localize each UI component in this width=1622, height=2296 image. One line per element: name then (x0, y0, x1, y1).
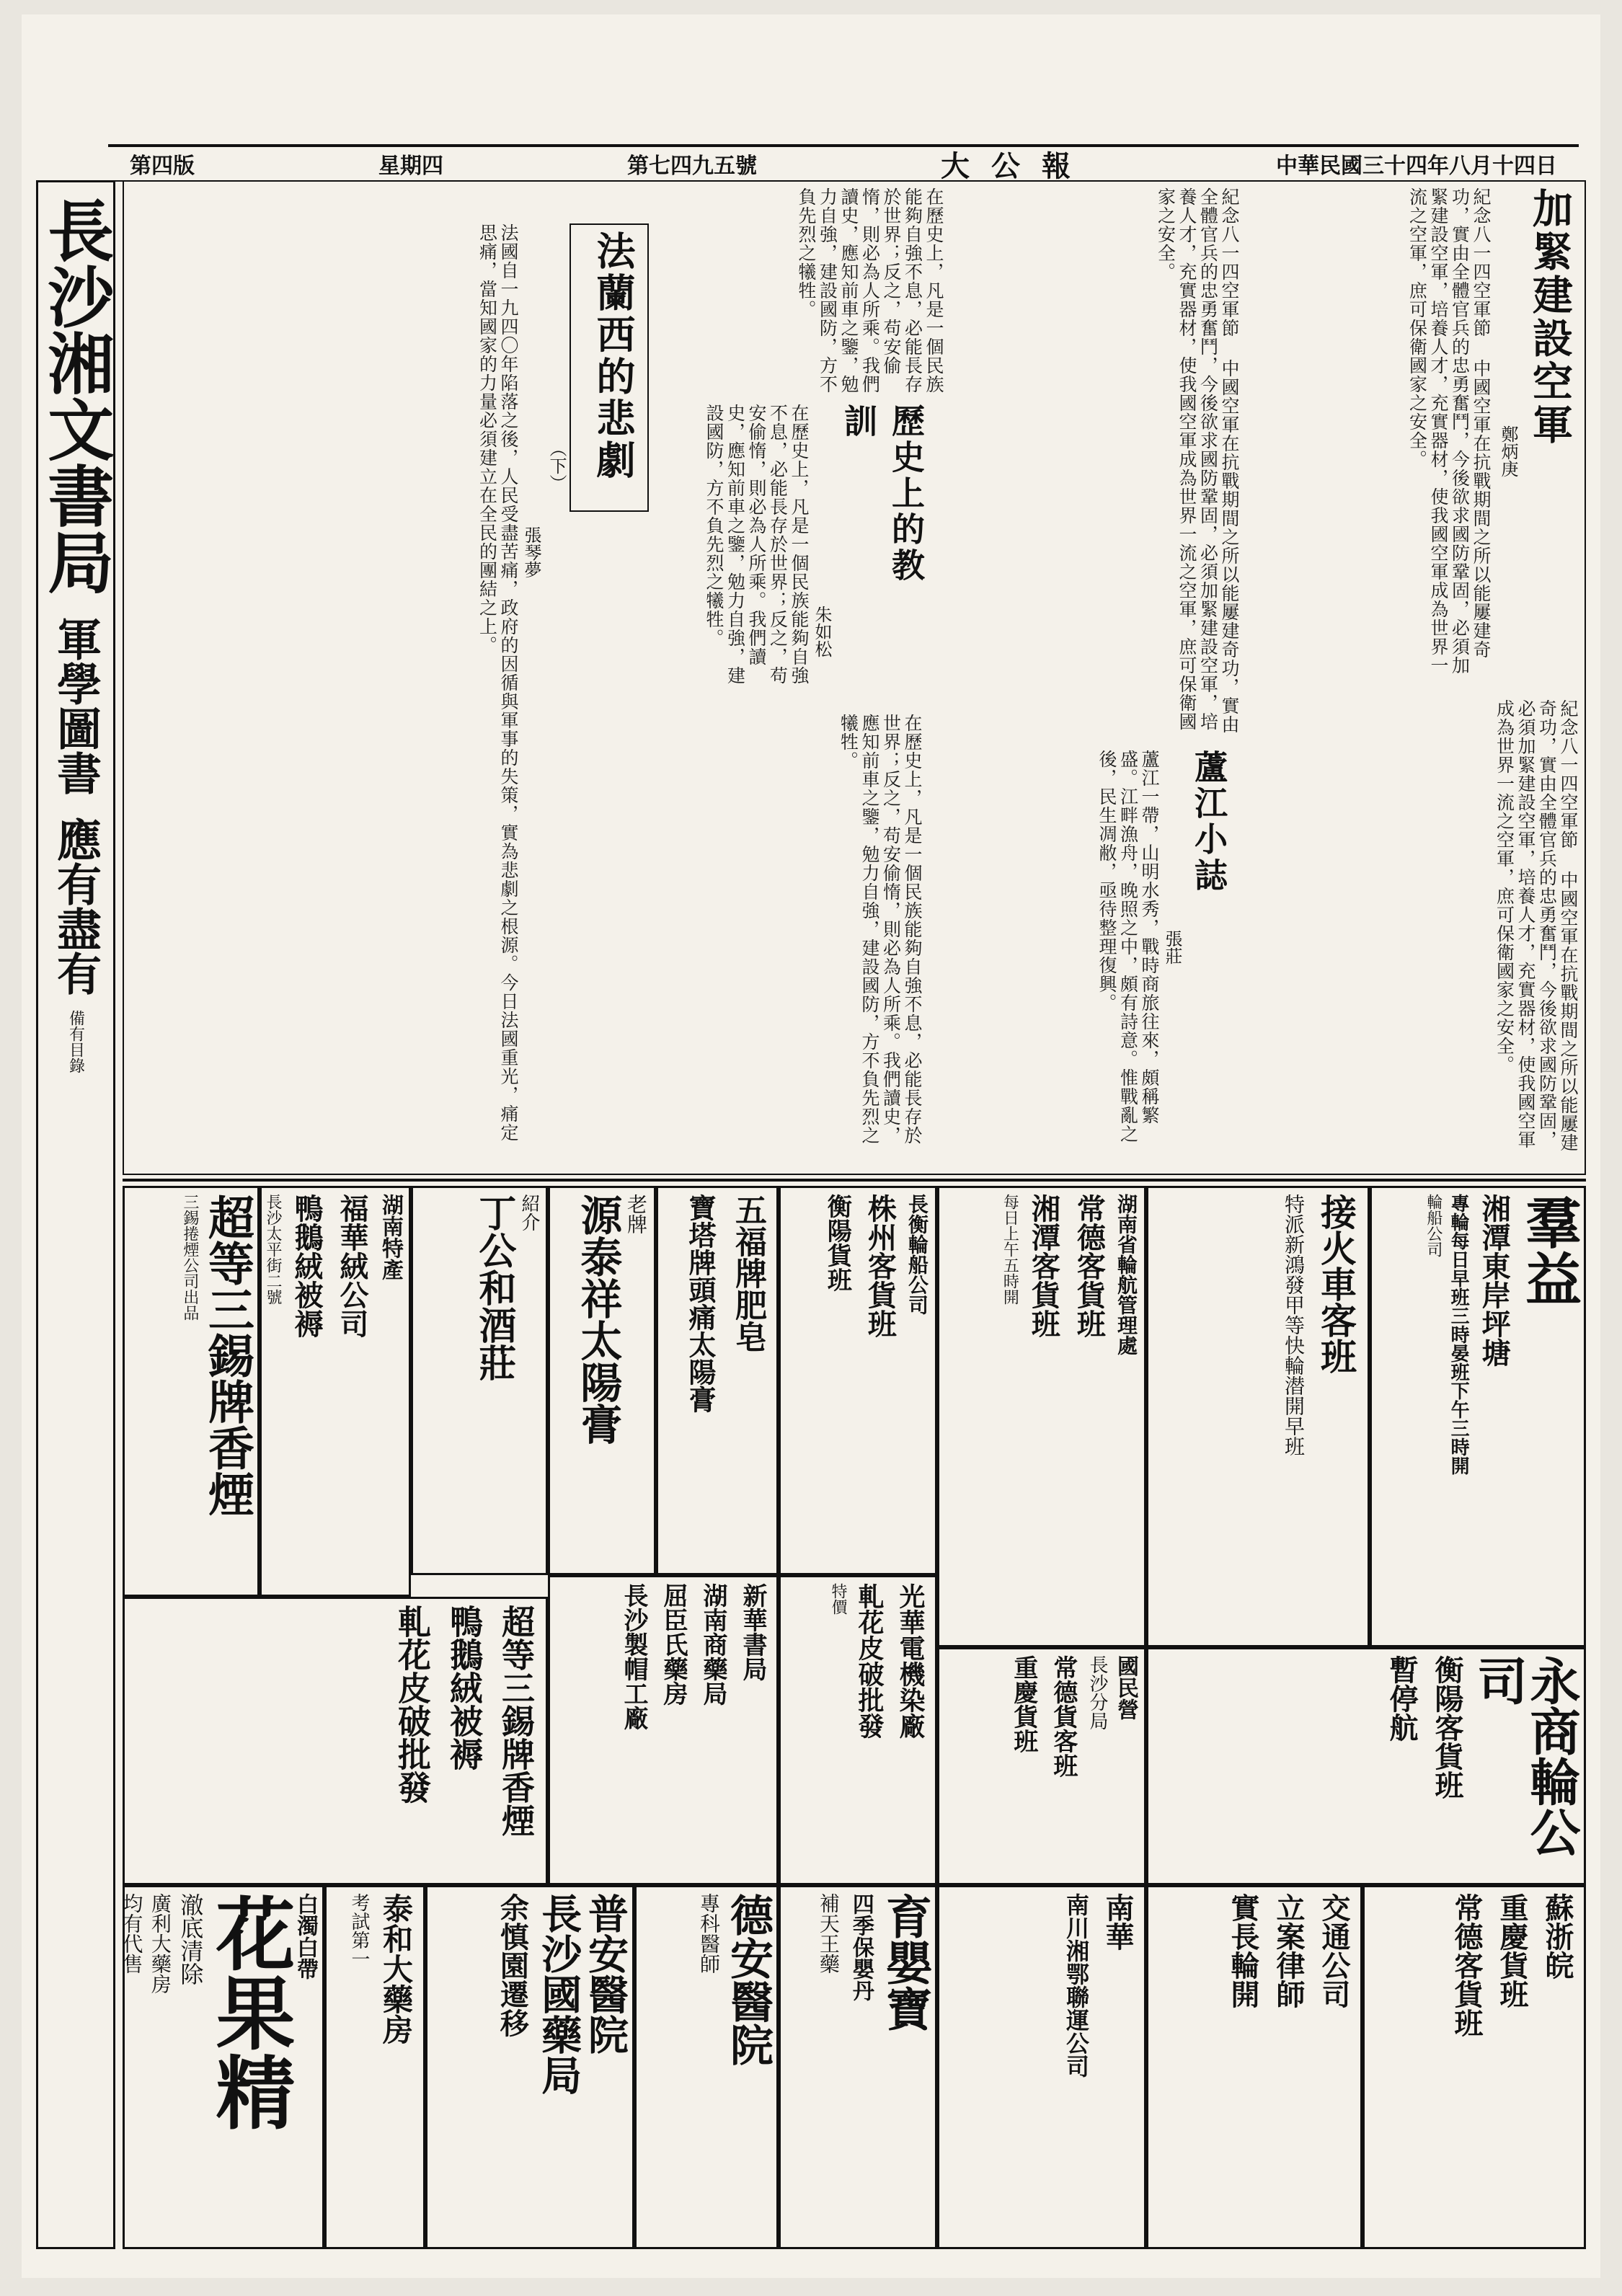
ad-huaguo (120, 1885, 324, 2249)
ad-qunyi-shipping (1370, 1186, 1586, 1647)
ad-qunyi-extra-title: 接火車客班 (1315, 1194, 1357, 1374)
ad-huaguo-title4: 均有代售 (120, 1893, 144, 1974)
ad-huaguo-title2: 白濁白帶 (293, 1893, 318, 1980)
ad-filler-guanghua: 軋花皮破批發 (393, 1605, 432, 1804)
ad-nanhua (937, 1885, 1146, 2249)
ad-guomin-header: 國民營 (1113, 1655, 1138, 1720)
ad-filler-left (123, 1597, 548, 1885)
ad-zhejiang-title2: 重慶貨班 (1495, 1893, 1529, 2008)
ad-zhejiang-title3: 常德客貨班 (1450, 1893, 1484, 2037)
article-france-body: 法國自一九四〇年陷落之後，人民受盡苦痛，政府的因循與軍事的失策，實為悲劇之根源。今日法國重光，痛定思痛，當知國家的力量必須建立在全民的團結之上。 (477, 223, 519, 1142)
ad-hunan-special-title: 福華絨公司 (335, 1194, 369, 1338)
ad-hunan-special (260, 1186, 411, 1597)
ad-jiaotong-title2: 立案律師 (1272, 1893, 1306, 2008)
masthead-weekday: 星期四 (378, 154, 443, 179)
masthead-title: 大公報 (941, 149, 1092, 183)
ad-filler-fuhua: 鴨鵝絨被褥 (445, 1605, 484, 1770)
ad-guanghua-note: 特價 (829, 1583, 847, 1615)
ad-puan-title2: 長沙國藥局 (535, 1893, 583, 2095)
ad-qunyi-route: 湘潭東岸坪塘 (1477, 1194, 1512, 1367)
article-air-force-body: 紀念八一四空軍節 中國空軍在抗戰期間之所以能屢建奇功，實由全體官兵的忠勇奮鬥，今後欲求國防鞏固，必須加緊建設空軍，培養人才，充實器材，使我國空軍成為世界一流之空軍，庶可保衛國家之安全。 (1406, 187, 1492, 675)
article-france-title: 法蘭西的悲劇 (590, 231, 637, 482)
ad-puan (425, 1885, 634, 2249)
article-history (656, 404, 930, 706)
article-air-force-continued: 紀念八一四空軍節 中國空軍在抗戰期間之所以能屢建奇功，實由全體官兵的忠勇奮鬥，今後欲求國防鞏固，必須加緊建設空軍，培養人才，充實器材，使我國空軍成為世界一流之空軍，庶可保衛國家之安全。 (1155, 187, 1240, 734)
ad-hunan-shipping-title2: 湘潭客貨班 (1027, 1194, 1061, 1338)
ad-yuying-note: 補天王藥 (816, 1893, 841, 1974)
ad-guomin-title3: 重慶貨班 (1009, 1655, 1038, 1753)
ad-hunan-shipping-header: 湖南省輪航管理處 (1114, 1194, 1138, 1355)
ad-dean (634, 1885, 779, 2249)
ad-guomin (937, 1647, 1146, 1885)
article-history-title: 歷史上的教訓 (839, 404, 926, 584)
article-history-upper: 在歷史上，凡是一個民族能夠自強不息，必能長存於世界；反之，苟安偷惰，則必為人所乘。我們讀史，應知前車之鑒，勉力自強，建設國防，方不負先烈之犧牲。 (796, 187, 944, 394)
ad-hunan-special-addr: 長沙太平街二號 (264, 1194, 282, 1305)
sidebar-line3: 軍學圖書 (49, 616, 102, 795)
ad-wufu-title2: 寶塔牌頭痛太陽膏 (684, 1194, 717, 1413)
article-lujiang-title: 蘆江小誌 (1189, 750, 1228, 894)
masthead-issue: 第七四九五號 (627, 154, 757, 179)
sidebar-line4: 應有盡有 (49, 817, 102, 996)
ad-jiaotong-title: 交通公司 (1317, 1893, 1351, 2008)
ad-wufu-title: 五福牌肥皂 (730, 1194, 766, 1352)
article-history-continued: 在歷史上，凡是一個民族能夠自強不息，必能長存於世界；反之，苟安偷惰，則必為人所乘。我們讀史，應知前車之鑒，勉力自強，建設國防，方不負先烈之犧牲。 (838, 714, 923, 1145)
ad-taihe-note: 考試第一 (348, 1893, 370, 1968)
ad-puan-title: 普安醫院 (582, 1893, 629, 2055)
ad-hunan-special-header: 湖南特產 (378, 1194, 403, 1280)
ad-dean-note: 專科醫師 (697, 1893, 721, 1974)
ad-taihe (324, 1885, 425, 2249)
ad-zhejiang-title: 蘇浙皖 (1541, 1893, 1574, 1980)
sidebar-note: 備有目錄 (66, 1010, 85, 1073)
ad-laopai-title: 源泰祥太陽膏 (573, 1194, 623, 1445)
article-france-subtitle: （下） (546, 440, 567, 492)
ad-qunyi-company: 輪船公司 (1424, 1194, 1442, 1257)
article-lujiang (930, 750, 1233, 1161)
ads-separator (123, 1179, 1586, 1182)
masthead (108, 144, 1579, 182)
ad-sanxi-maker: 三錫捲煙公司出品 (180, 1194, 199, 1321)
ad-hunan-special-title2: 鴨鵝絨被褥 (290, 1194, 324, 1338)
ad-filler-sanxi: 超等三錫牌香煙 (497, 1605, 536, 1837)
sidebar-line2: 湘文書局 (37, 329, 115, 595)
ad-huaguo-note: 澈底清除 (177, 1893, 205, 1985)
ad-guomin-title2: 常德貨客班 (1048, 1655, 1078, 1778)
ad-jiaotong-title3: 實長輪開 (1226, 1893, 1260, 2008)
ad-xinhua-title2: 湖南商藥局 (699, 1583, 727, 1706)
ad-guomin-title: 長沙分局 (1086, 1655, 1108, 1730)
ad-sanxi (123, 1186, 260, 1597)
ad-zhejiang (1362, 1885, 1586, 2249)
ad-guanghua (779, 1575, 937, 1885)
ad-yongshang-title: 永商輪公司 (1468, 1655, 1582, 1857)
ad-xinhua-title: 新華書局 (738, 1583, 767, 1681)
ad-yuying-title2: 四季保嬰丹 (848, 1893, 874, 2001)
ad-guanghua-title2: 軋花皮破批發 (854, 1583, 885, 1739)
ad-huaguo-title: 花果精 (203, 1893, 296, 2131)
ad-xinhua-title3: 屈臣氏藥房 (659, 1583, 688, 1706)
ad-dean-title: 德安醫院 (723, 1893, 774, 2066)
ad-sanxi-title: 超等三錫牌香煙 (200, 1194, 254, 1517)
ad-qunyi-line: 專輪每日早班三時晏班下午三時開 (1448, 1194, 1470, 1475)
ad-changheng (779, 1186, 937, 1575)
ad-hunan-shipping-note: 每日上午五時開 (1001, 1194, 1019, 1305)
article-air-force-byline: 鄭炳庚 (1498, 425, 1518, 477)
ad-introduce-title: 丁公和酒莊 (471, 1194, 516, 1381)
newspaper-page (22, 14, 1600, 2278)
masthead-date: 中華民國三十四年八月十四日 (1276, 154, 1557, 179)
ad-guanghua-title: 光華電機染廠 (895, 1583, 926, 1739)
ad-yongshang (1146, 1647, 1586, 1885)
ad-hunan-shipping-title: 常德客貨班 (1072, 1194, 1107, 1338)
article-france (130, 223, 649, 1161)
ad-changheng-header: 長衡輪船公司 (905, 1194, 929, 1315)
ad-hunan-shipping (937, 1186, 1146, 1647)
article-lujiang-body: 蘆江一帶，山明水秀，戰時商旅往來，頗稱繁盛。江畔漁舟，晚照之中，頗有詩意。惟戰亂之後，民生凋敝，亟待整理復興。 (1096, 750, 1160, 1143)
article-history-body: 在歷史上，凡是一個民族能夠自強不息，必能長存於世界；反之，苟安偷惰，則必為人所乘。我們讀史，應知前車之鑒，勉力自強，建設國防，方不負先烈之犧牲。 (704, 404, 810, 685)
sidebar-line1: 長沙 (37, 197, 115, 329)
ad-introduce-block (411, 1186, 548, 1575)
ad-huaguo-title3: 廣利大藥房 (148, 1893, 172, 1994)
article-air-force-title: 加緊建設空軍 (1526, 187, 1574, 447)
ad-nanhua-title: 南川湘鄂聯運公司 (1063, 1893, 1090, 2078)
ad-qunyi-headline: 羣益 (1516, 1194, 1582, 1306)
ad-qunyi-note: 特派新鴻發甲等快輪潜開早班 (1282, 1194, 1306, 1456)
ad-laopai-header: 老牌 (624, 1194, 648, 1234)
ad-yongshang-note: 暫停航 (1385, 1655, 1419, 1742)
sidebar-ad (36, 180, 115, 2249)
ad-xinhua-title4: 長沙製帽工廠 (619, 1583, 648, 1730)
ad-yuying (779, 1885, 937, 2249)
ad-nanhua-header: 南華 (1101, 1893, 1135, 1951)
article-history-byline: 朱如松 (812, 606, 832, 657)
ad-laopai (548, 1186, 656, 1575)
article-france-titlebox (570, 223, 649, 512)
ad-changheng-title2: 衡陽貨班 (823, 1194, 852, 1292)
ad-yuying-title: 育嬰寶 (878, 1893, 932, 2031)
article-france-byline: 張琴夢 (521, 526, 541, 578)
ad-introduce-header: 紹介 (518, 1194, 540, 1231)
ad-puan-title3: 余慎園遷移 (495, 1893, 530, 2037)
ad-hunan-shipping-office (1146, 1186, 1147, 1187)
ad-taihe-title: 泰和大藥房 (378, 1893, 414, 2044)
article-lujiang-byline: 張莊 (1162, 930, 1182, 965)
article-air-force-lower: 紀念八一四空軍節 中國空軍在抗戰期間之所以能屢建奇功，實由全體官兵的忠勇奮鬥，今後欲求國防鞏固，必須加緊建設空軍，培養人才，充實器材，使我國空軍成為世界一流之空軍，庶可保衛國家之安全。 (1494, 699, 1579, 1152)
masthead-edition: 第四版 (130, 154, 195, 179)
ad-qunyi-extra (1146, 1186, 1370, 1647)
ad-xinhua (548, 1575, 779, 1885)
ad-wufu (656, 1186, 779, 1575)
ad-changheng-title: 株州客貨班 (863, 1194, 898, 1338)
ad-jiaotong (1146, 1885, 1362, 2249)
ad-yongshang-title2: 衡陽客貨班 (1430, 1655, 1464, 1799)
article-air-force (1247, 187, 1579, 692)
